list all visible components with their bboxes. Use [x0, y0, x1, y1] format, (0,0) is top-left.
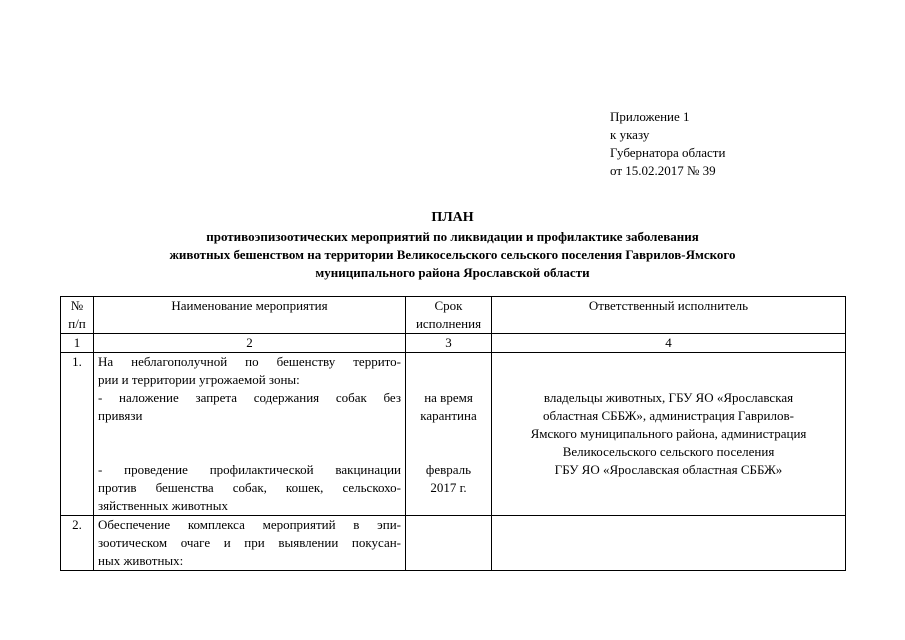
row-term: на время карантина февраль 2017 г.: [406, 353, 492, 516]
row-measure: Обеспечение комплекса мероприятий в эпи- зоотическом очаге и при выявлении покусан- ных животных:: [94, 516, 406, 571]
column-number-row: [61, 334, 846, 353]
row-executor: владельцы животных, ГБУ ЯО «Ярославская областная СББЖ», администрация Гаврилов- Ямского муниципального района, администрация Великосельского сельского поселения ГБУ ЯО «Ярославская областная СББЖ»: [492, 353, 846, 516]
row-executor: [492, 516, 846, 571]
row-number: 2.: [61, 516, 94, 571]
appendix-line: Губернатора области: [610, 145, 726, 160]
appendix-line: Приложение 1: [610, 109, 690, 124]
column-number: 2: [94, 334, 406, 353]
row-number: 1.: [61, 353, 94, 516]
appendix-line: к указу: [610, 127, 650, 142]
appendix-line: от 15.02.2017 № 39: [610, 163, 716, 178]
document-subtitle: [60, 228, 845, 282]
appendix-reference: [610, 108, 725, 180]
header-name: Наименование мероприятия: [94, 297, 406, 334]
subtitle-line: животных бешенством на территории Великосельского сельского поселения Гаврилов-Ямского: [169, 247, 736, 262]
plan-table: [60, 296, 846, 571]
subtitle-line: муниципального района Ярославской области: [315, 265, 590, 280]
column-number: 1: [61, 334, 94, 353]
header-term: Срок исполнения: [406, 297, 492, 334]
row-term: [406, 516, 492, 571]
table-row: [61, 353, 846, 516]
column-number: 4: [492, 334, 846, 353]
row-measure: На неблагополучной по бешенству террито- рии и территории угрожаемой зоны: - наложение запрета содержания собак без привязи - проведение профилактической вакцинации против бешенства собак, кошек, сельскохо- зяйственных животных: [94, 353, 406, 516]
header-num: № п/п: [61, 297, 94, 334]
document-title: ПЛАН: [431, 210, 474, 225]
table-header-row: [61, 297, 846, 334]
column-number: 3: [406, 334, 492, 353]
subtitle-line: противоэпизоотических мероприятий по ликвидации и профилактике заболевания: [206, 229, 699, 244]
table-row: [61, 516, 846, 571]
header-executor: Ответственный исполнитель: [492, 297, 846, 334]
